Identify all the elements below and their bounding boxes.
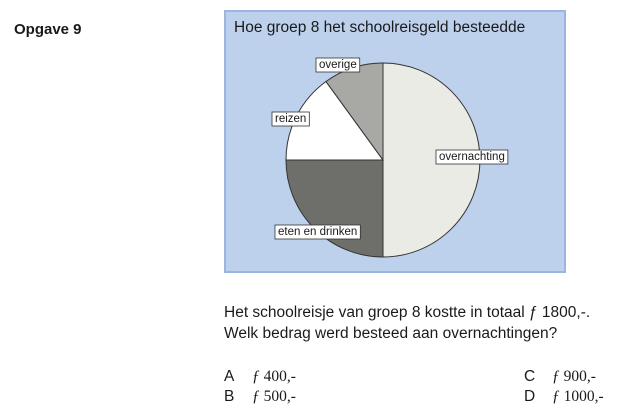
option-d-amount: 1000,- [563,388,604,405]
option-d-letter: D [524,388,536,405]
pie-label-overige [316,58,360,72]
option-a[interactable] [224,368,296,386]
svg-text:overnachting: overnachting [439,151,505,163]
option-b-amount: 500,- [263,388,296,405]
question-line-1: Het schoolreisje van groep 8 kostte in totaal ƒ 1800,-. [224,304,591,321]
option-c-amount: 900,- [563,368,596,385]
option-a-currency: ƒ [252,368,260,385]
pie-chart [226,12,564,271]
option-d[interactable] [524,388,604,406]
question-line-2: Welk bedrag werd besteed aan overnachtingen? [224,325,558,342]
option-a-amount: 400,- [263,368,296,385]
option-b[interactable] [224,388,296,406]
pie-label-reizen [272,112,309,126]
option-d-currency: ƒ [552,388,560,405]
question [224,302,590,344]
option-b-letter: B [224,388,235,405]
pie-label-overnachting [436,150,508,164]
pie-label-eten-en-drinken [275,225,360,239]
pie-slice-eten-en-drinken [286,160,383,257]
option-c-letter: C [524,368,536,385]
option-c[interactable] [524,368,596,386]
option-b-currency: ƒ [252,388,260,405]
exercise-title: Opgave 9 [14,21,82,38]
chart-panel [224,10,566,273]
option-c-currency: ƒ [552,368,560,385]
option-a-letter: A [224,368,235,385]
svg-text:reizen: reizen [275,113,307,125]
svg-text:overige: overige [319,59,357,71]
svg-text:eten en drinken: eten en drinken [278,226,358,238]
chart-title: Hoe groep 8 het schoolreisgeld besteedde [234,19,526,36]
